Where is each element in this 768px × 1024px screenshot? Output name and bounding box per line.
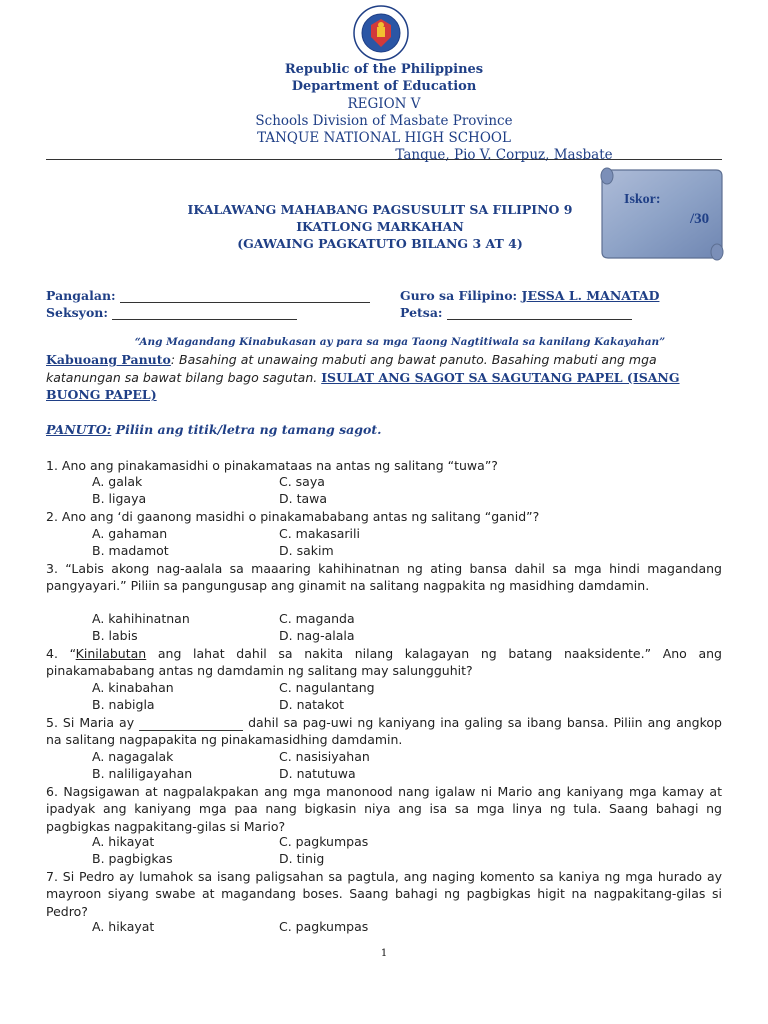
question-6 xyxy=(46,783,722,835)
option-3c[interactable]: C. maganda xyxy=(279,611,355,626)
school-motto: “Ang Magandang Kinabukasan ay para sa mga Taong Nagtitiwala sa kanilang Kakayahan” xyxy=(134,336,666,348)
question-2 xyxy=(46,508,722,525)
header-region: REGION V xyxy=(347,96,421,112)
instructions-caps: ISULAT ANG SAGOT SA SAGUTANG PAPEL (ISANG BUONG PAPEL) xyxy=(46,369,680,402)
question-prefix: 5. Si Maria ay xyxy=(46,715,140,730)
option-1a[interactable]: A. galak xyxy=(92,474,143,489)
option-1d[interactable]: D. tawa xyxy=(279,491,328,506)
option-5a[interactable]: A. nagagalak xyxy=(92,749,174,764)
question-text: 1. Ano ang pinakamasidhi o pinakamataas na antas ng salitang “tuwa”? xyxy=(46,458,498,473)
option-6d[interactable]: D. tinig xyxy=(279,851,325,866)
header-school: TANQUE NATIONAL HIGH SCHOOL xyxy=(257,130,511,146)
score-label: Iskor: xyxy=(624,192,661,207)
score-total: /30 xyxy=(690,211,710,227)
option-4a[interactable]: A. kinabahan xyxy=(92,680,174,695)
underlined-word: Kinilabutan xyxy=(75,646,147,661)
option-5d[interactable]: D. natutuwa xyxy=(279,766,356,781)
question-text: 2. Ano ang ‘di gaanong masidhi o pinakamababang antas ng salitang “ganid”? xyxy=(46,509,540,524)
option-2c[interactable]: C. makasarili xyxy=(279,526,360,541)
option-7a[interactable]: A. hikayat xyxy=(92,919,155,934)
option-7c[interactable]: C. pagkumpas xyxy=(279,919,369,934)
date-blank[interactable] xyxy=(447,307,632,320)
instructions-label: Kabuoang Panuto xyxy=(46,352,171,367)
name-blank[interactable] xyxy=(120,290,370,303)
question-7 xyxy=(46,868,722,920)
panuto-label: PANUTO: xyxy=(46,422,112,437)
exam-title: IKALAWANG MAHABANG PAGSUSULIT SA FILIPINO 9 xyxy=(187,202,573,217)
option-1b[interactable]: B. ligaya xyxy=(92,491,147,506)
panuto-text: Piliin ang titik/letra ng tamang sagot. xyxy=(111,422,382,437)
teacher-name: JESSA L. MANATAD xyxy=(521,288,660,303)
section-blank[interactable] xyxy=(112,307,297,320)
date-label: Petsa: xyxy=(400,305,443,320)
header-division: Schools Division of Masbate Province xyxy=(255,113,513,129)
option-6a[interactable]: A. hikayat xyxy=(92,834,155,849)
general-instructions xyxy=(46,351,722,404)
option-1c[interactable]: C. saya xyxy=(279,474,325,489)
instructions-text: : Basahing at unawaing mabuti ang bawat panuto. Basahing mabuti ang mga katanungan sa bawat bilang bago sagutan. xyxy=(46,352,657,385)
option-3d[interactable]: D. nag-alala xyxy=(279,628,355,643)
header-divider xyxy=(46,159,722,160)
question-1 xyxy=(46,457,722,474)
option-3b[interactable]: B. labis xyxy=(92,628,138,643)
date-field xyxy=(400,305,632,320)
question-prefix: 4. “ xyxy=(46,646,76,661)
option-4c[interactable]: C. nagulantang xyxy=(279,680,375,695)
option-5c[interactable]: C. nasisiyahan xyxy=(279,749,370,764)
question-text: ang lahat dahil sa nakita nilang kalagayan ng batang naaksidente.” Ano ang pinakamababang antas ng damdamin ng salitang may salungguhit? xyxy=(46,646,722,679)
option-2d[interactable]: D. sakim xyxy=(279,543,334,558)
option-4b[interactable]: B. nabigla xyxy=(92,697,155,712)
header-department: Department of Education xyxy=(291,79,477,94)
question-4 xyxy=(46,645,722,680)
deped-seal-logo xyxy=(353,5,409,61)
option-5b[interactable]: B. naliligayahan xyxy=(92,766,193,781)
answer-blank[interactable] xyxy=(139,719,243,731)
question-text: 6. Nagsigawan at nagpalakpakan ang mga manonood nang igalaw ni Mario ang kaniyang mga kamay at ipadyak ang kaniyang mga paa nang bigkasin niya ang isa sa mga linya ng tula. Saang bahagi ng pagbigkas nagpakitang-gilas si Mario? xyxy=(46,784,722,834)
option-6c[interactable]: C. pagkumpas xyxy=(279,834,369,849)
section-label: Seksyon: xyxy=(46,305,108,320)
page-number: 1 xyxy=(380,948,388,959)
teacher-field xyxy=(400,288,659,303)
section-field xyxy=(46,305,297,320)
option-6b[interactable]: B. pagbigkas xyxy=(92,851,173,866)
name-field xyxy=(46,288,370,303)
exam-subtitle: (GAWAING PAGKATUTO BILANG 3 AT 4) xyxy=(237,236,523,251)
option-3a[interactable]: A. kahihinatnan xyxy=(92,611,190,626)
option-2b[interactable]: B. madamot xyxy=(92,543,169,558)
question-text: 3. “Labis akong nag-aalala sa maaaring kahihinatnan ng ating bansa dahil sa mga hindi magandang pangyayari.” Piliin sa pangungusap ang ginamit na salitang nagpakita ng masidhing damdamin. xyxy=(46,561,722,594)
teacher-label: Guro sa Filipino: xyxy=(400,288,518,303)
header-republic: Republic of the Philippines xyxy=(284,62,484,77)
name-label: Pangalan: xyxy=(46,288,116,303)
option-4d[interactable]: D. natakot xyxy=(279,697,345,712)
question-text: dahil sa pag-uwi ng kaniyang ina galing sa ibang bansa. Piliin ang angkop na salitang nagpapakita ng pinakamasidhing damdamin. xyxy=(46,715,722,748)
panuto xyxy=(46,422,381,437)
question-text: 7. Si Pedro ay lumahok sa isang paligsahan sa pagtula, ang naging komento sa kaniya ng mga hurado ay mayroon siyang swabe at magandang boses. Saang bahagi ng pagbigkas higit na nagpakitang-gilas si Pedro? xyxy=(46,869,722,919)
option-2a[interactable]: A. gahaman xyxy=(92,526,168,541)
header-address: Tanque, Pio V. Corpuz, Masbate xyxy=(395,147,613,163)
question-5 xyxy=(46,714,722,749)
question-3 xyxy=(46,560,722,595)
exam-quarter: IKATLONG MARKAHAN xyxy=(296,219,464,234)
